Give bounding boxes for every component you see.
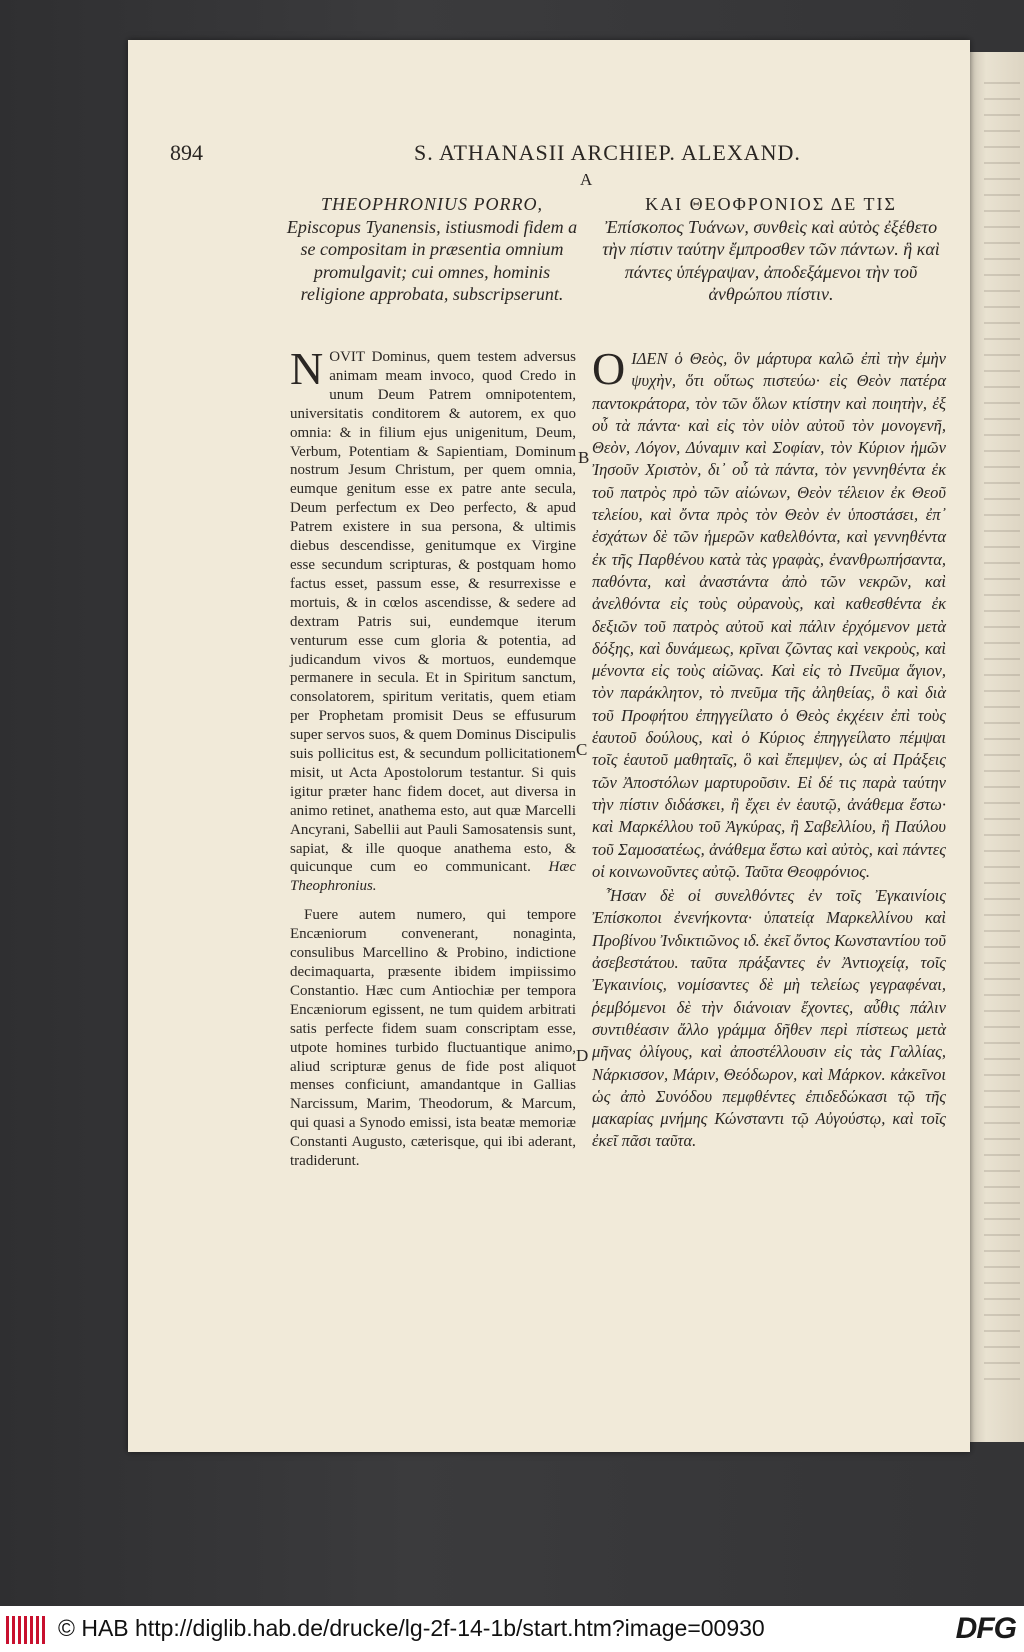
viewer-footer bbox=[0, 1606, 1024, 1652]
dfg-logo: DFG bbox=[955, 1612, 1016, 1645]
latin-para1-text: OVIT Dominus, quem testem adversus animam meam invoco, quod Credo in unum Deum Patrem omnipotentem, universitatis conditorem & autorem, ex quo omnia: & in filium ejus unigenitum, Deum, Verbum, Potentiam & Sapientiam, Dominum nostrum Jesum Christum, per quem omnia, eumque genitum esse ex patre ante secula, Deum perfectum ex Deo perfecto, & apud Patrem existere in sua persona, & ultimis diebus descendisse, genitumque ex Virgine esse secundum scripturas, & postquam homo factus esset, passum esse, & resurrexisse e mortuis, & in cœlos ascendisse, & sedere ad dextram Patris sui, eundemque iterum venturum esse cum gloria & potentia, ad judicandum vivos & mortuos, eundemque permanere in secula. Et in Spiritum sanctum, consolatorem, spiritum veritatis, quem etiam per Prophetam promisit Deus se effusurum super servos suos, & quem Dominus Discipulis suis pollicitus est, & secundum pollicitationem misit, ut Acta Apostolorum testantur. Si quis igitur præter hanc fidem docet, aut diversa in animo retinet, anathema esto, aut quæ Marcelli Ancyrani, Sabellii aut Pauli Samosatensis sunt, sapiat, & ille quoque anathema esto, & quicunque cum eo communicant. bbox=[290, 349, 576, 876]
margin-mark-d: D bbox=[576, 1046, 589, 1065]
latin-heading-caps: THEOPHRONIUS PORRO, bbox=[321, 194, 543, 214]
greek-heading bbox=[592, 193, 950, 306]
greek-paragraph-1 bbox=[592, 343, 946, 883]
page-number: 894 bbox=[170, 140, 203, 165]
margin-mark-a: A bbox=[580, 170, 593, 189]
latin-heading-text: Episcopus Tyanensis, istiusmodi fidem a se compositam in præsentia omnium promulgavit; cui omnes, hominis religione approbata, subscripserunt. bbox=[286, 216, 578, 304]
latin-heading bbox=[284, 193, 580, 306]
latin-paragraph-2: Fuere autem numero, qui tempore Encæniorum convenerant, nonaginta, consulibus Marcellino & Probino, indictione decimaquarta, præsente ibidem impiissimo Constantio. Hæc cum Antiochiæ per tempora Encæniorum egissent, ne tum quidem arbitrati satis perfecte fidem suam conscriptam esse, utpote homines turbido fluctuantique animo, aliud scripturæ genus de fide post aliquot menses conficiunt, amandantque in Gallias Narcissum, Marim, Theodorum, & Marcum, qui quasi a Synodo emissi, ista beatæ memoriæ Constanti Augusto, cæterisque, qui ibi aderant, tradiderunt. bbox=[290, 907, 576, 1170]
source-url-link[interactable]: © HAB http://diglib.hab.de/drucke/lg-2f-14-1b/start.htm?image=00930 bbox=[58, 1615, 765, 1641]
margin-mark-b: B bbox=[578, 448, 590, 467]
facing-page-edge bbox=[970, 52, 1024, 1442]
latin-column bbox=[290, 343, 577, 1181]
running-title: S. ATHANASII ARCHIEP. ALEXAND. bbox=[414, 140, 801, 165]
greek-para1-text: ΙΔΕΝ ὁ Θεὸς, ὃν μάρτυρα καλῶ ἐπὶ τὴν ἐμὴν ψυχὴν, ὅτι οὕτως πιστεύω· εἰς Θεὸν πατέρα παντοκράτορα, τὸν τῶν ὅλων κτίστην καὶ ποιητὴν, ἐξ οὗ τὰ πάντα· καὶ εἰς τὸν υἱὸν αὐτοῦ τὸν μονογενῆ, Θεὸν, Λόγον, Δύναμιν καὶ Σοφίαν, τὸν Κύριον ἡμῶν Ἰησοῦν Χριστὸν, δι᾽ οὗ τὰ πάντα, τὸν γεννηθέντα ἐκ τοῦ πατρὸς πρὸ τῶν αἰώνων, Θεὸν τέλειον ἐκ Θεοῦ τελείου, καὶ ὄντα πρὸς τὸν Θεὸν ἐν ὑποστάσει, ἐπ᾽ ἐσχάτων δὲ τῶν ἡμερῶν καθελθόντα, καὶ γεννηθέντα ἐκ τῆς Παρθένου κατὰ τὰς γραφὰς, ἐνανθρωπήσαντα, παθόντα, καὶ ἀναστάντα ἀπὸ τῶν νεκρῶν, καὶ ἀνελθόντα εἰς τοὺς οὐρανοὺς, καὶ καθεσθέντα ἐκ δεξιῶν τοῦ πατρὸς αὐτοῦ καὶ πάλιν ἐρχόμενον μετὰ δόξης, καὶ δυνάμεως, κρῖναι ζῶντας καὶ νεκροὺς, καὶ μένοντα εἰς τοὺς αἰῶνας. Καὶ εἰς τὸ Πνεῦμα ἅγιον, τὸν παράκλητον, τὸ πνεῦμα τῆς ἀληθείας, ὃ καὶ διὰ τοῦ Προφήτου ἐπηγγείλατο ὁ Θεὸς ἐκχέειν ἐπὶ τοὺς ἑαυτοῦ δούλους, καὶ ὁ Κύριος ἐπηγγείλατο πέμψαι τοῖς ἑαυτοῦ μαθηταῖς, ὃ καὶ ἔπεμψεν, ὡς αἱ Πράξεις τῶν Ἀποστόλων μαρτυροῦσιν. Εἰ δέ τις παρὰ ταύτην τὴν πίστιν διδάσκει, ἢ ἔχει ἐν ἑαυτῷ, ἀνάθεμα ἔστω· καὶ Μαρκέλλου τοῦ Ἀγκύρας, ἢ Σαβελλίου, ἢ Παύλου τοῦ Σαμοσατέως, ἀνάθεμα ἔστω καὶ αὐτὸς, καὶ πάντες οἱ κοινωνοῦντες αὐτῷ. Ταῦτα Θεοφρόνιος. bbox=[592, 349, 946, 881]
greek-paragraph-2: Ἦσαν δὲ οἱ συνελθόντες ἐν τοῖς Ἐγκαινίοις Ἐπίσκοποι ἐνενήκοντα· ὑπατείᾳ Μαρκελλίνου καὶ Προβίνου Ἰνδικτιῶνος ιδ. ἐκεῖ ὄντος Κωνσταντίου τοῦ ἀσεβεστάτου. ταῦτα πράξαντες ἐν Ἀντιοχείᾳ, τοῖς Ἐγκαινίοις, νομίσαντες δὲ μὴ τελείως γεγραφέναι, ῥεμβόμενοι δὲ τὴν διάνοιαν ἔχοντες, αὖθις πάλιν συντιθέασιν ἄλλο γράμμα δῆθεν περὶ πίστεως μετὰ μῆνας ὀλίγους, καὶ ἀποστέλλουσιν εἰς τὰς Γαλλίας, Νάρκισσον, Μάριν, Θεόδωρον, καὶ Μάρκον. κἀκεῖνοι ὡς ἀπὸ Συνόδου πεμφθέντες ἐπιδεδώκασι τῷ τῆς μακαρίας μνήμης Κώνσταντι τῷ Αὐγούστῳ, καὶ τοῖς ἐκεῖ πᾶσι ταῦτα. bbox=[592, 886, 946, 1151]
latin-signature: Hæc Theophronius. bbox=[290, 859, 577, 895]
greek-heading-text: Ἐπίσκοπος Τυάνων, συνθεὶς καὶ αὐτὸς ἐξέθετο τὴν πίστιν ταύτην ἔμπροσθεν τῶν πάντων. ἣ καὶ πάντες ὑπέγραψαν, ἀποδεξάμενοι τὴν τοῦ ἀνθρώπου πίστιν. bbox=[602, 216, 940, 304]
greek-column bbox=[592, 343, 946, 1153]
latin-paragraph-1 bbox=[290, 343, 577, 896]
greek-heading-caps: ΚΑΙ ΘΕΟΦΡΟΝΙΟΣ ΔΕ ΤΙΣ bbox=[645, 194, 897, 214]
greek-drop-initial: Ο bbox=[592, 343, 626, 394]
latin-drop-initial: N bbox=[290, 343, 324, 394]
margin-mark-c: C bbox=[576, 740, 588, 759]
hab-logo-icon bbox=[6, 1616, 46, 1644]
